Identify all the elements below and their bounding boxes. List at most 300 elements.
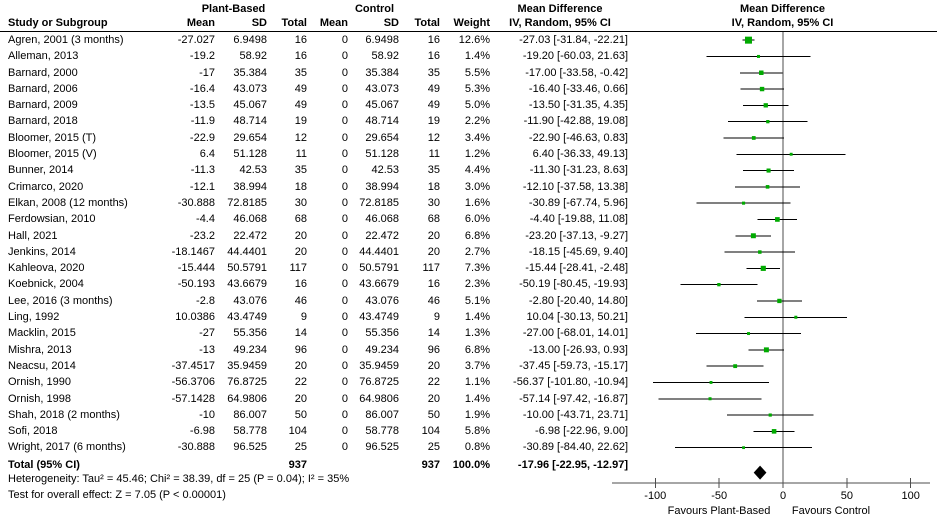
c-sd: 58.778 bbox=[365, 425, 399, 438]
c-mean: 0 bbox=[341, 392, 348, 405]
effect-marker bbox=[764, 347, 769, 352]
study-label: Shah, 2018 (2 months) bbox=[8, 408, 120, 421]
pb-sd: 43.4749 bbox=[227, 311, 267, 324]
pb-total: 16 bbox=[294, 34, 307, 46]
study-label: Ferdowsian, 2010 bbox=[8, 213, 96, 226]
pb-total: 20 bbox=[294, 229, 307, 242]
effect-marker bbox=[752, 136, 756, 140]
pb-sd: 6.9498 bbox=[233, 34, 267, 46]
pb-sd: 29.654 bbox=[233, 131, 267, 144]
study-label: Sofi, 2018 bbox=[8, 425, 58, 438]
ci-text: -11.90 [-42.88, 19.08] bbox=[523, 115, 628, 128]
weight: 5.0% bbox=[464, 99, 490, 112]
axis-tick-label: 100 bbox=[901, 490, 920, 502]
pb-mean: -37.4517 bbox=[171, 359, 215, 372]
effect-marker bbox=[790, 153, 793, 156]
study-row bbox=[0, 228, 628, 244]
pb-mean: 6.4 bbox=[199, 148, 215, 161]
total-c-n: 937 bbox=[421, 459, 440, 471]
c-sd: 51.128 bbox=[365, 148, 399, 161]
ci-text: -13.50 [-31.35, 4.35] bbox=[528, 99, 628, 112]
c-total: 20 bbox=[427, 229, 440, 242]
effect-marker bbox=[742, 446, 745, 449]
axis-tick-label: 50 bbox=[840, 490, 853, 502]
axis-tick-label: -50 bbox=[711, 490, 728, 502]
c-total: 49 bbox=[427, 82, 440, 95]
study-row bbox=[0, 211, 628, 227]
c-mean: 0 bbox=[341, 327, 348, 340]
c-sd: 42.53 bbox=[371, 164, 399, 177]
study-label: Barnard, 2009 bbox=[8, 99, 78, 112]
pb-total: 20 bbox=[294, 359, 307, 372]
pb-mean: -18.1467 bbox=[171, 245, 215, 258]
pb-mean: -6.98 bbox=[189, 425, 215, 438]
ci-text: -15.44 [-28.41, -2.48] bbox=[525, 262, 628, 275]
ci-text: -6.98 [-22.96, 9.00] bbox=[535, 425, 628, 438]
ci-text: 10.04 [-30.13, 50.21] bbox=[526, 311, 628, 324]
c-total: 30 bbox=[427, 196, 440, 209]
pb-total: 18 bbox=[294, 180, 307, 193]
study-label: Crimarco, 2020 bbox=[8, 180, 84, 193]
weight: 6.8% bbox=[464, 229, 490, 242]
pb-total: 49 bbox=[294, 99, 307, 112]
c-sd: 29.654 bbox=[365, 131, 399, 144]
c-total: 20 bbox=[427, 245, 440, 258]
pb-mean: -23.2 bbox=[189, 229, 215, 242]
pb-sd: 64.9806 bbox=[227, 392, 267, 405]
c-total: 20 bbox=[427, 392, 440, 405]
c-mean: 0 bbox=[341, 99, 348, 112]
study-row bbox=[0, 146, 628, 162]
pb-total: 46 bbox=[294, 294, 307, 307]
study-label: Hall, 2021 bbox=[8, 229, 58, 242]
pb-total: 50 bbox=[294, 408, 307, 421]
pb-sd: 43.073 bbox=[233, 82, 267, 95]
weight: 1.4% bbox=[464, 311, 490, 324]
weight: 7.3% bbox=[464, 262, 490, 275]
effect-marker bbox=[766, 185, 770, 189]
pb-total: 20 bbox=[294, 392, 307, 405]
weight: 6.8% bbox=[464, 343, 490, 356]
c-sd: 96.525 bbox=[365, 441, 399, 454]
c-mean: 0 bbox=[341, 148, 348, 161]
c-mean: 0 bbox=[341, 245, 348, 258]
column-header-pb-sd: SD bbox=[251, 17, 267, 29]
weight: 5.1% bbox=[464, 294, 490, 307]
weight: 5.8% bbox=[464, 425, 490, 438]
study-label: Ling, 1992 bbox=[8, 311, 60, 324]
ci-text: -19.20 [-60.03, 21.63] bbox=[522, 50, 628, 63]
pb-sd: 76.8725 bbox=[227, 376, 267, 389]
pb-total: 11 bbox=[295, 148, 307, 161]
c-sd: 44.4401 bbox=[359, 245, 399, 258]
weight: 5.5% bbox=[464, 66, 490, 79]
study-row bbox=[0, 130, 628, 146]
effect-marker bbox=[733, 364, 737, 368]
ci-text: -57.14 [-97.42, -16.87] bbox=[519, 392, 628, 405]
pb-sd: 96.525 bbox=[233, 441, 267, 454]
pb-total: 16 bbox=[294, 50, 307, 63]
summary-diamond bbox=[754, 466, 767, 480]
study-label: Jenkins, 2014 bbox=[8, 245, 76, 258]
total-label: Total (95% CI) bbox=[8, 459, 80, 471]
study-label: Macklin, 2015 bbox=[8, 327, 76, 340]
column-header-weight: Weight bbox=[453, 17, 490, 29]
study-label: Bunner, 2014 bbox=[8, 164, 74, 177]
pb-mean: -13.5 bbox=[189, 99, 215, 112]
c-total: 9 bbox=[433, 311, 440, 324]
favours-right-label: Favours Control bbox=[791, 505, 871, 517]
weight: 2.2% bbox=[464, 115, 490, 128]
c-sd: 55.356 bbox=[365, 327, 399, 340]
study-row bbox=[0, 48, 628, 64]
weight: 3.4% bbox=[464, 131, 490, 144]
c-mean: 0 bbox=[341, 262, 348, 275]
c-sd: 76.8725 bbox=[359, 376, 399, 389]
pb-mean: -4.4 bbox=[196, 213, 215, 226]
c-total: 11 bbox=[428, 148, 440, 161]
study-label: Koebnick, 2004 bbox=[8, 278, 84, 291]
c-mean: 0 bbox=[341, 408, 348, 421]
c-mean: 0 bbox=[341, 425, 348, 438]
study-row bbox=[0, 358, 628, 374]
weight: 1.6% bbox=[464, 196, 490, 209]
column-header-pb-total: Total bbox=[281, 17, 307, 29]
ci-text: 6.40 [-36.33, 49.13] bbox=[532, 148, 628, 161]
c-mean: 0 bbox=[341, 343, 348, 356]
weight: 1.2% bbox=[464, 148, 490, 161]
study-label: Mishra, 2013 bbox=[8, 343, 72, 356]
weight: 4.4% bbox=[464, 164, 490, 177]
pb-mean: -17 bbox=[199, 66, 215, 79]
c-sd: 46.068 bbox=[365, 213, 399, 226]
forest-plot-graphic bbox=[600, 0, 937, 528]
study-label: Bloomer, 2015 (T) bbox=[8, 131, 97, 144]
effect-marker bbox=[747, 332, 750, 335]
ci-text: -16.40 [-33.46, 0.66] bbox=[528, 82, 628, 95]
c-sd: 35.384 bbox=[365, 66, 399, 79]
c-total: 19 bbox=[427, 115, 440, 128]
pb-mean: -56.3706 bbox=[171, 376, 215, 389]
study-label: Agren, 2001 (3 months) bbox=[8, 34, 124, 46]
pb-mean: -11.3 bbox=[190, 164, 215, 177]
pb-mean: -50.193 bbox=[177, 278, 215, 291]
pb-total: 19 bbox=[294, 115, 307, 128]
c-mean: 0 bbox=[341, 278, 348, 291]
study-row bbox=[0, 179, 628, 195]
ci-text: -22.90 [-46.63, 0.83] bbox=[528, 131, 628, 144]
c-sd: 43.6679 bbox=[359, 278, 399, 291]
pb-total: 35 bbox=[294, 66, 307, 79]
pb-sd: 55.356 bbox=[233, 327, 267, 340]
axis-tick-label: -100 bbox=[644, 490, 667, 502]
pb-total: 49 bbox=[294, 82, 307, 95]
effect-marker bbox=[777, 299, 781, 303]
pb-total: 104 bbox=[288, 425, 307, 438]
total-pb-n: 937 bbox=[288, 459, 307, 471]
c-sd: 50.5791 bbox=[359, 262, 399, 275]
pb-sd: 58.92 bbox=[239, 50, 267, 63]
study-rows bbox=[0, 32, 628, 456]
group-header-control: Control bbox=[354, 3, 395, 15]
favours-left-label: Favours Plant-Based bbox=[667, 505, 771, 517]
study-row bbox=[0, 391, 628, 407]
pb-total: 12 bbox=[294, 131, 307, 144]
c-mean: 0 bbox=[341, 359, 348, 372]
column-header-study: Study or Subgroup bbox=[8, 17, 108, 29]
ci-text: -27.00 [-68.01, 14.01] bbox=[522, 327, 628, 340]
study-row bbox=[0, 32, 628, 48]
total-ci-text: -17.96 [-22.95, -12.97] bbox=[517, 459, 628, 471]
study-row bbox=[0, 276, 628, 292]
weight: 1.3% bbox=[464, 327, 490, 340]
study-row bbox=[0, 325, 628, 341]
pb-sd: 48.714 bbox=[233, 115, 267, 128]
pb-mean: -57.1428 bbox=[171, 392, 215, 405]
pb-sd: 43.6679 bbox=[227, 278, 267, 291]
c-total: 104 bbox=[421, 425, 440, 438]
c-total: 68 bbox=[427, 213, 440, 226]
study-row bbox=[0, 260, 628, 276]
c-mean: 0 bbox=[341, 131, 348, 144]
effect-marker bbox=[794, 316, 797, 319]
weight: 0.8% bbox=[464, 441, 490, 454]
study-row bbox=[0, 195, 628, 211]
group-header-plant-based: Plant-Based bbox=[201, 3, 266, 15]
study-row bbox=[0, 342, 628, 358]
pb-total: 20 bbox=[294, 245, 307, 258]
weight: 1.4% bbox=[464, 50, 490, 63]
column-header-pb-mean: Mean bbox=[186, 17, 215, 29]
pb-total: 96 bbox=[294, 343, 307, 356]
study-row bbox=[0, 97, 628, 113]
c-sd: 43.4749 bbox=[359, 311, 399, 324]
effect-marker bbox=[775, 217, 780, 222]
weight: 12.6% bbox=[458, 34, 490, 46]
c-sd: 72.8185 bbox=[359, 196, 399, 209]
effect-marker bbox=[709, 397, 712, 400]
column-header-c-sd: SD bbox=[383, 17, 399, 29]
pb-total: 25 bbox=[294, 441, 307, 454]
ci-text: -11.30 [-31.23, 8.63] bbox=[529, 164, 628, 177]
effect-marker bbox=[710, 381, 713, 384]
c-total: 35 bbox=[427, 164, 440, 177]
c-total: 12 bbox=[427, 131, 440, 144]
effect-marker bbox=[757, 55, 760, 58]
c-total: 20 bbox=[427, 359, 440, 372]
effect-marker bbox=[760, 87, 764, 91]
pb-sd: 58.778 bbox=[233, 425, 267, 438]
pb-sd: 50.5791 bbox=[227, 262, 267, 275]
c-sd: 35.9459 bbox=[359, 359, 399, 372]
pb-total: 14 bbox=[294, 327, 307, 340]
c-mean: 0 bbox=[341, 311, 348, 324]
study-row bbox=[0, 439, 628, 455]
pb-sd: 86.007 bbox=[233, 408, 267, 421]
effect-marker bbox=[766, 120, 769, 123]
pb-mean: -2.8 bbox=[196, 294, 215, 307]
c-mean: 0 bbox=[341, 213, 348, 226]
md-text-column-title: Mean Difference bbox=[517, 3, 603, 15]
c-total: 50 bbox=[427, 408, 440, 421]
pb-total: 22 bbox=[294, 376, 307, 389]
pb-total: 16 bbox=[294, 278, 307, 291]
c-total: 16 bbox=[427, 50, 440, 63]
study-label: Neacsu, 2014 bbox=[8, 359, 76, 372]
study-row bbox=[0, 113, 628, 129]
c-total: 49 bbox=[427, 99, 440, 112]
pb-mean: -27.027 bbox=[177, 34, 215, 46]
c-sd: 22.472 bbox=[365, 229, 399, 242]
c-mean: 0 bbox=[341, 82, 348, 95]
ci-text: -30.89 [-84.40, 22.62] bbox=[522, 441, 628, 454]
pb-sd: 35.9459 bbox=[227, 359, 267, 372]
study-row bbox=[0, 309, 628, 325]
c-sd: 49.234 bbox=[365, 343, 399, 356]
pb-mean: -12.1 bbox=[189, 180, 215, 193]
pb-mean: -10 bbox=[199, 408, 215, 421]
c-mean: 0 bbox=[341, 50, 348, 63]
pb-sd: 43.076 bbox=[233, 294, 267, 307]
pb-sd: 38.994 bbox=[233, 180, 267, 193]
c-total: 117 bbox=[422, 262, 440, 275]
study-label: Kahleova, 2020 bbox=[8, 262, 85, 275]
pb-mean: -30.888 bbox=[177, 196, 215, 209]
effect-marker bbox=[761, 266, 766, 271]
study-row bbox=[0, 423, 628, 439]
weight: 1.4% bbox=[464, 392, 490, 405]
study-label: Barnard, 2006 bbox=[8, 82, 78, 95]
study-label: Ornish, 1990 bbox=[8, 376, 71, 389]
column-header-c-total: Total bbox=[414, 17, 440, 29]
pb-mean: 10.0386 bbox=[175, 311, 215, 324]
c-total: 35 bbox=[427, 66, 440, 79]
ci-text: -4.40 [-19.88, 11.08] bbox=[529, 213, 628, 226]
pb-mean: -16.4 bbox=[189, 82, 215, 95]
pb-mean: -19.2 bbox=[189, 50, 215, 63]
ci-text: -23.20 [-37.13, -9.27] bbox=[525, 229, 628, 242]
weight: 3.7% bbox=[464, 359, 490, 372]
study-row bbox=[0, 374, 628, 390]
pb-total: 35 bbox=[294, 164, 307, 177]
weight: 6.0% bbox=[464, 213, 490, 226]
ci-text: -13.00 [-26.93, 0.93] bbox=[528, 343, 628, 356]
weight: 5.3% bbox=[464, 82, 490, 95]
ci-text: -10.00 [-43.71, 23.71] bbox=[522, 408, 628, 421]
c-total: 96 bbox=[427, 343, 440, 356]
effect-marker bbox=[751, 233, 756, 238]
c-sd: 43.076 bbox=[365, 294, 399, 307]
study-row bbox=[0, 81, 628, 97]
column-header-c-mean: Mean bbox=[319, 17, 348, 29]
c-sd: 6.9498 bbox=[365, 34, 399, 46]
c-mean: 0 bbox=[341, 441, 348, 454]
effect-marker bbox=[772, 429, 777, 434]
c-sd: 58.92 bbox=[371, 50, 399, 63]
effect-marker bbox=[769, 413, 772, 416]
ci-text: -17.00 [-33.58, -0.42] bbox=[525, 66, 628, 79]
study-label: Lee, 2016 (3 months) bbox=[8, 294, 113, 307]
overall-effect-test: Test for overall effect: Z = 7.05 (P < 0.00001) bbox=[8, 489, 226, 501]
ci-text: -50.19 [-80.45, -19.93] bbox=[519, 278, 628, 291]
pb-sd: 46.068 bbox=[233, 213, 267, 226]
study-label: Alleman, 2013 bbox=[8, 50, 79, 63]
effect-marker bbox=[742, 202, 745, 205]
pb-total: 68 bbox=[294, 213, 307, 226]
c-mean: 0 bbox=[341, 376, 348, 389]
study-label: Barnard, 2000 bbox=[8, 66, 78, 79]
c-total: 16 bbox=[427, 278, 440, 291]
c-total: 22 bbox=[427, 376, 440, 389]
c-mean: 0 bbox=[341, 294, 348, 307]
pb-sd: 22.472 bbox=[233, 229, 267, 242]
effect-marker bbox=[759, 71, 763, 75]
pb-sd: 51.128 bbox=[233, 148, 267, 161]
pb-sd: 42.53 bbox=[239, 164, 267, 177]
axis-tick-label: 0 bbox=[779, 490, 787, 502]
c-total: 46 bbox=[427, 294, 440, 307]
pb-sd: 45.067 bbox=[233, 99, 267, 112]
ci-text: -27.03 [-31.84, -22.21] bbox=[519, 34, 628, 46]
study-row bbox=[0, 407, 628, 423]
c-mean: 0 bbox=[341, 164, 348, 177]
ci-text: -30.89 [-67.74, 5.96] bbox=[528, 196, 628, 209]
pb-total: 9 bbox=[300, 311, 307, 324]
ci-text: -12.10 [-37.58, 13.38] bbox=[522, 180, 628, 193]
pb-sd: 72.8185 bbox=[227, 196, 267, 209]
c-mean: 0 bbox=[341, 180, 348, 193]
c-sd: 43.073 bbox=[365, 82, 399, 95]
heterogeneity-stats: Heterogeneity: Tau² = 45.46; Chi² = 38.39, df = 25 (P = 0.04); I² = 35% bbox=[8, 473, 350, 485]
c-total: 16 bbox=[427, 34, 440, 46]
ci-text: -56.37 [-101.80, -10.94] bbox=[513, 376, 628, 389]
study-row bbox=[0, 65, 628, 81]
study-row bbox=[0, 162, 628, 178]
pb-mean: -27 bbox=[199, 327, 215, 340]
pb-sd: 49.234 bbox=[233, 343, 267, 356]
pb-mean: -30.888 bbox=[177, 441, 215, 454]
weight: 1.1% bbox=[464, 376, 490, 389]
study-label: Barnard, 2018 bbox=[8, 115, 78, 128]
ci-text: -2.80 [-20.40, 14.80] bbox=[528, 294, 628, 307]
weight: 3.0% bbox=[464, 180, 490, 193]
ci-text: -37.45 [-59.73, -15.17] bbox=[519, 359, 628, 372]
c-mean: 0 bbox=[341, 229, 348, 242]
study-label: Ornish, 1998 bbox=[8, 392, 71, 405]
weight: 2.7% bbox=[464, 245, 490, 258]
pb-mean: -11.9 bbox=[190, 115, 215, 128]
c-sd: 38.994 bbox=[365, 180, 399, 193]
total-weight: 100.0% bbox=[452, 459, 490, 471]
c-sd: 64.9806 bbox=[359, 392, 399, 405]
c-mean: 0 bbox=[341, 196, 348, 209]
pb-mean: -13 bbox=[199, 343, 215, 356]
pb-total: 30 bbox=[294, 196, 307, 209]
c-mean: 0 bbox=[341, 66, 348, 79]
study-label: Elkan, 2008 (12 months) bbox=[8, 196, 128, 209]
weight: 1.9% bbox=[464, 408, 490, 421]
c-total: 18 bbox=[427, 180, 440, 193]
study-label: Wright, 2017 (6 months) bbox=[8, 441, 126, 454]
md-plot-column-subtitle: IV, Random, 95% CI bbox=[731, 17, 834, 29]
study-row bbox=[0, 244, 628, 260]
study-label: Bloomer, 2015 (V) bbox=[8, 148, 97, 161]
c-sd: 48.714 bbox=[365, 115, 399, 128]
md-plot-column-title: Mean Difference bbox=[740, 3, 825, 15]
effect-marker bbox=[767, 169, 771, 173]
ci-text: -18.15 [-45.69, 9.40] bbox=[528, 245, 628, 258]
c-sd: 45.067 bbox=[365, 99, 399, 112]
